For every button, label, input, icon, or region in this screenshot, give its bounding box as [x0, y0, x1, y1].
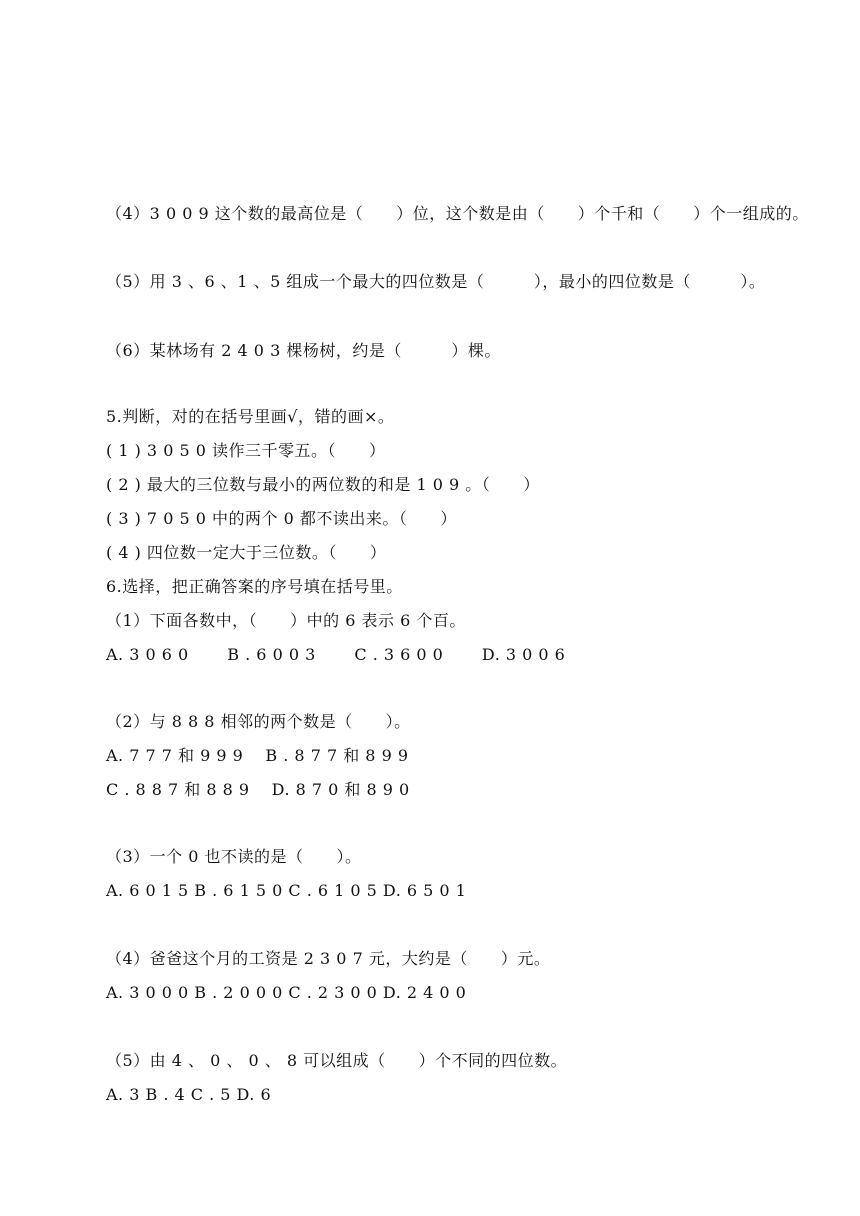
choice-question-5-options: A. 3 B . 4 C . 5 D. 6 [106, 1085, 272, 1104]
fill-in-item-6: （6）某林场有 2 4 0 3 棵杨树，约是（ ）棵。 [106, 341, 501, 360]
choice-question-2-stem: （2）与 8 8 8 相邻的两个数是（ ）。 [106, 712, 411, 731]
section-5-heading: 5.判断，对的在括号里画√，错的画×。 [106, 407, 395, 426]
section-6-heading: 6.选择，把正确答案的序号填在括号里。 [106, 577, 403, 596]
choice-question-2-options-line-2: C . 8 8 7 和 8 8 9 D. 8 7 0 和 8 9 0 [106, 780, 410, 799]
judge-item-2: ( 2 ) 最大的三位数与最小的两位数的和是 1 0 9 。（ ） [106, 475, 540, 494]
choice-question-3-stem: （3）一个 0 也不读的是（ ）。 [106, 847, 362, 866]
fill-in-item-4: （4）3 0 0 9 这个数的最高位是（ ）位，这个数是由（ ）个千和（ ）个一组成的。 [106, 204, 809, 223]
choice-question-2-options-line-1: A. 7 7 7 和 9 9 9 B . 8 7 7 和 8 9 9 [106, 746, 409, 765]
judge-item-3: ( 3 ) 7 0 5 0 中的两个 0 都不读出来。（ ） [106, 509, 457, 528]
choice-question-5-stem: （5）由 4 、 0 、 0 、 8 可以组成（ ）个不同的四位数。 [106, 1051, 568, 1070]
fill-in-item-5: （5）用 3 、6 、1 、5 组成一个最大的四位数是（ ），最小的四位数是（ ）。 [106, 272, 766, 291]
choice-question-3-options: A. 6 0 1 5 B . 6 1 5 0 C . 6 1 0 5 D. 6 5 0 1 [106, 881, 467, 900]
choice-question-4-stem: （4）爸爸这个月的工资是 2 3 0 7 元，大约是（ ）元。 [106, 949, 551, 968]
choice-question-1-options: A. 3 0 6 0 B . 6 0 0 3 C . 3 6 0 0 D. 3 0 0 6 [106, 645, 566, 664]
choice-question-4-options: A. 3 0 0 0 B . 2 0 0 0 C . 2 3 0 0 D. 2 4 0 0 [106, 983, 467, 1002]
judge-item-4: ( 4 ) 四位数一定大于三位数。（ ） [106, 543, 387, 562]
choice-question-1-stem: （1）下面各数中，（ ）中的 6 表示 6 个百。 [106, 611, 466, 630]
judge-item-1: ( 1 ) 3 0 5 0 读作三千零五。（ ） [106, 441, 386, 460]
